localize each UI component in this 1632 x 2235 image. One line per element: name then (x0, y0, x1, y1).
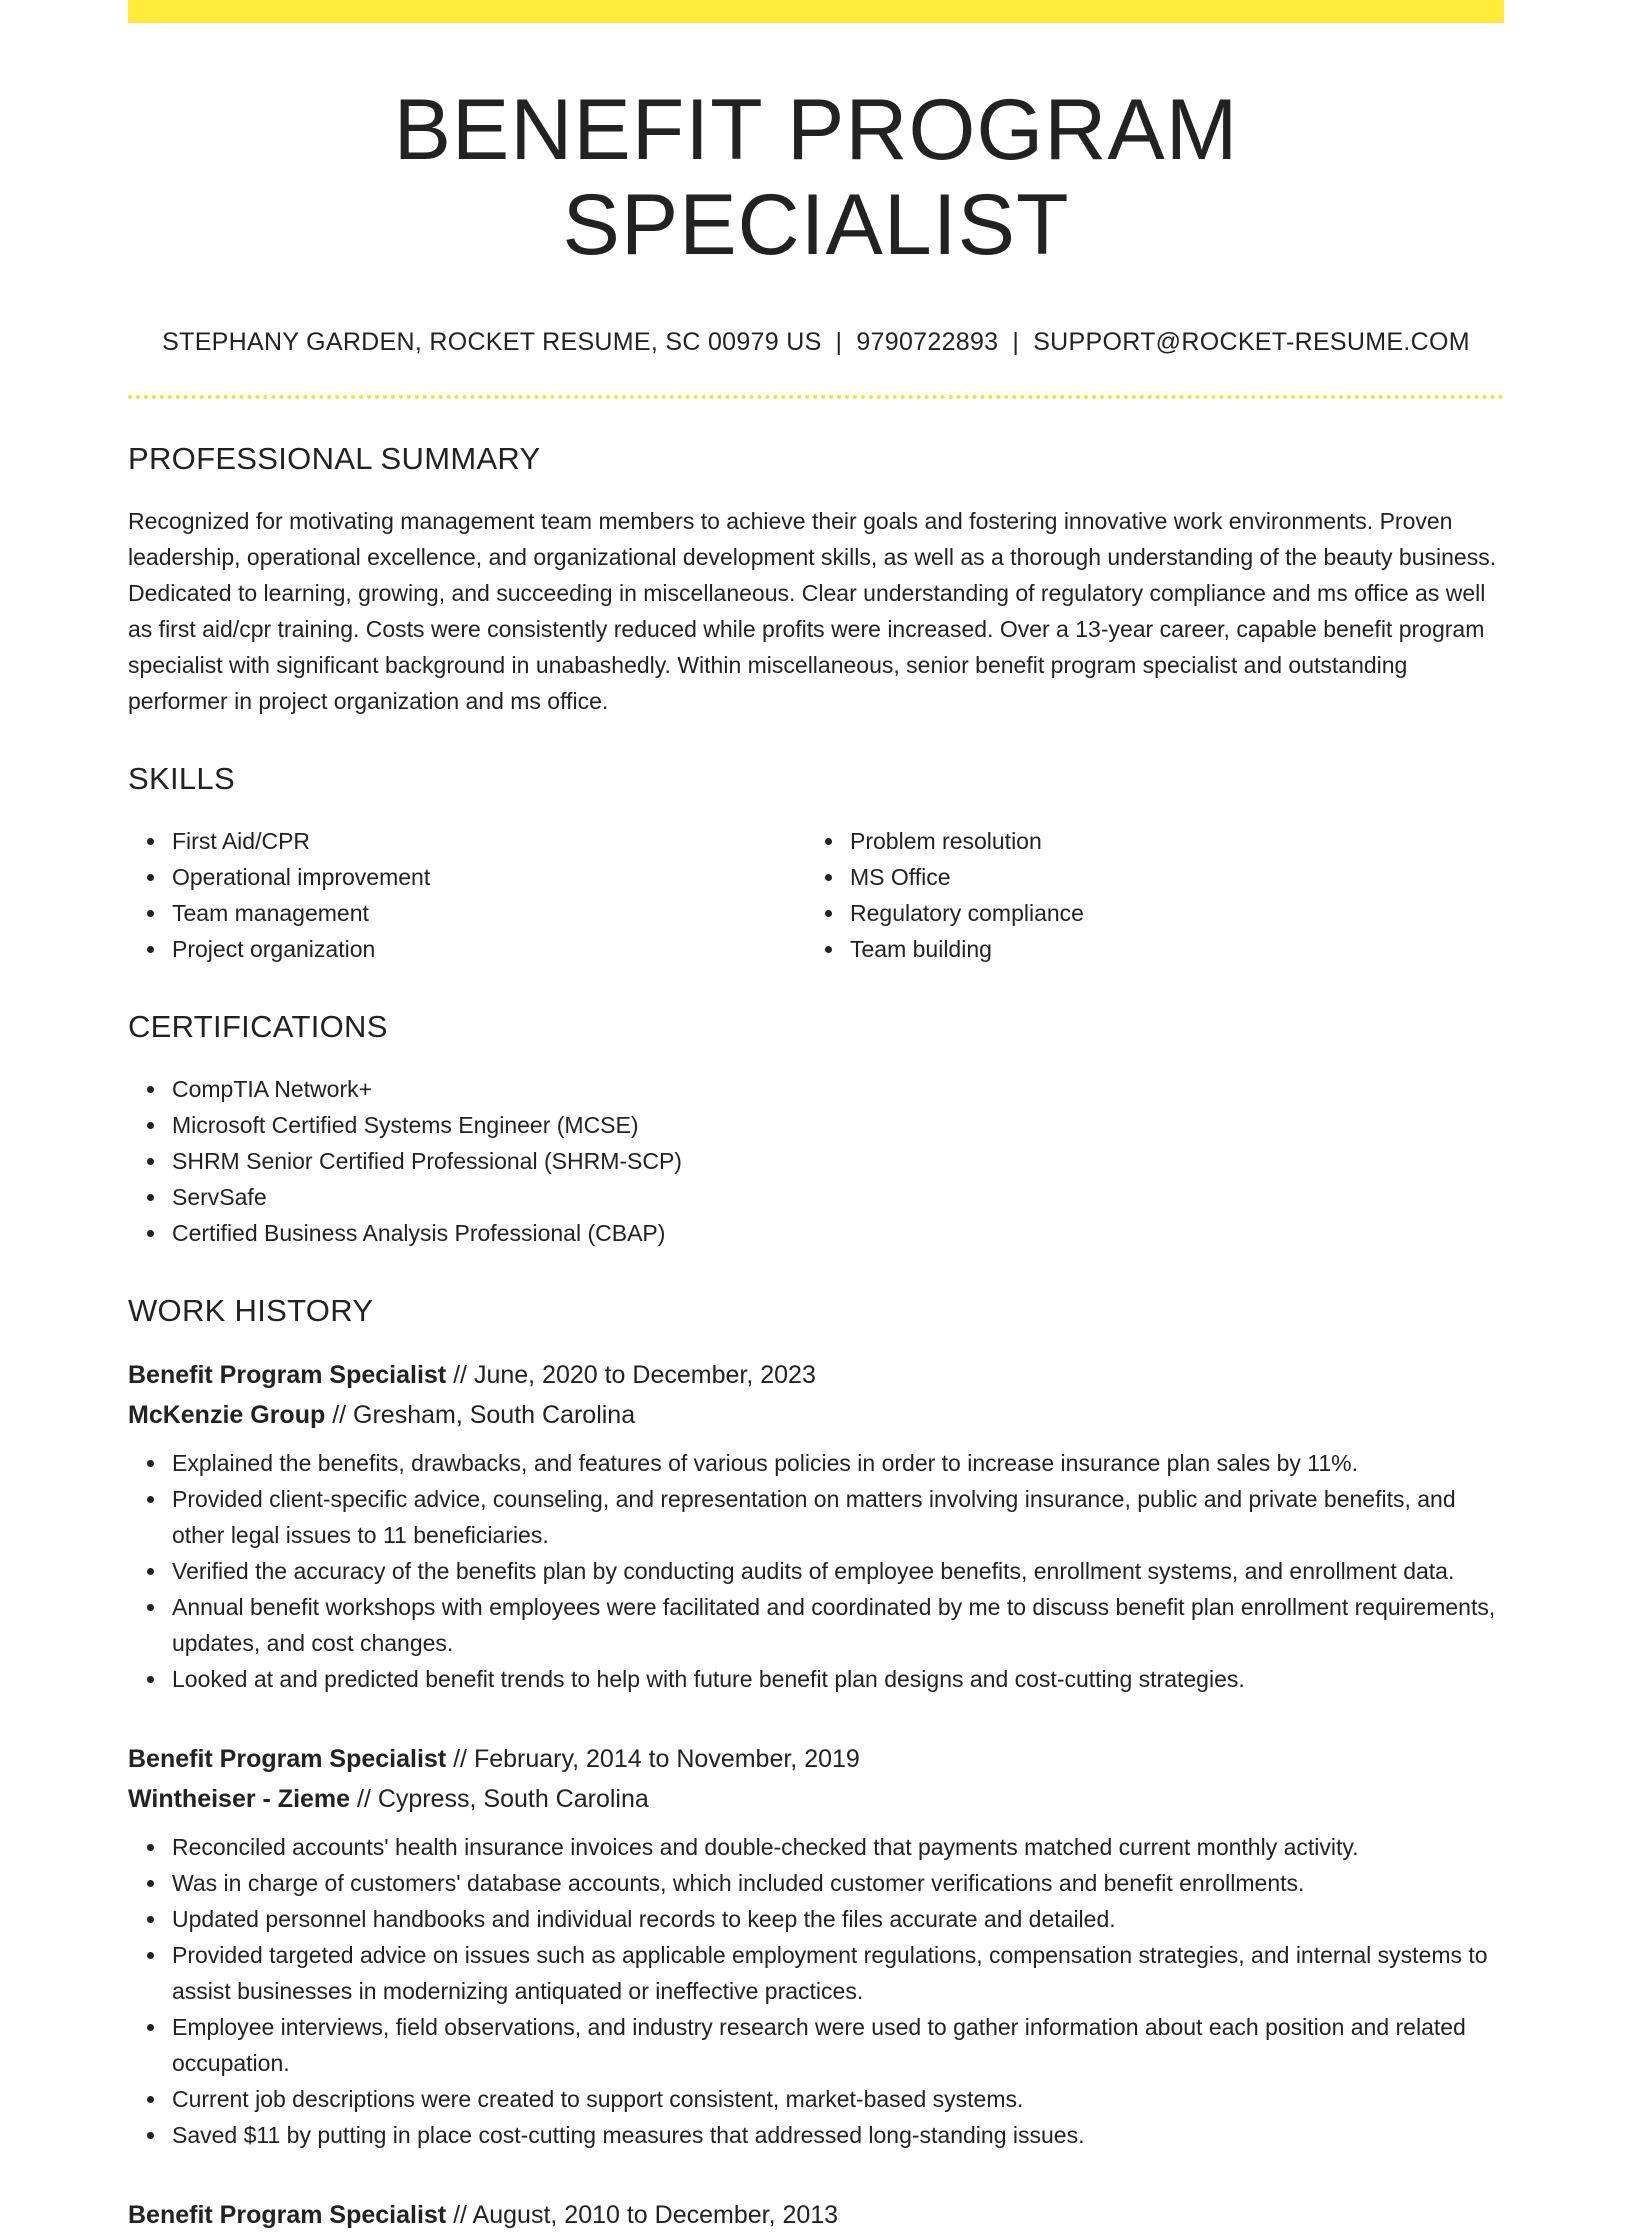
job-entry (128, 1355, 1504, 1697)
certification-item: Microsoft Certified Systems Engineer (MCSE) (128, 1107, 1504, 1143)
certification-item: CompTIA Network+ (128, 1071, 1504, 1107)
skill-item: Regulatory compliance (806, 895, 1484, 931)
skill-item: Team building (806, 931, 1484, 967)
resume-page (128, 0, 1504, 2235)
header-divider (128, 395, 1504, 399)
resume-title: BENEFIT PROGRAM SPECIALIST (393, 82, 1239, 273)
job-bullet: Explained the benefits, drawbacks, and features of various policies in order to increase insurance plan sales by 11%. (128, 1445, 1504, 1481)
job-dates: // February, 2014 to November, 2019 (446, 1745, 860, 1774)
job-bullet: Was in charge of customers' database accounts, which included customer verifications and benefit enrollments. (128, 1865, 1504, 1901)
job-title-line (128, 1739, 1504, 1779)
skills-column-right (806, 823, 1484, 967)
job-entry (128, 2195, 1504, 2235)
job-dates: // August, 2010 to December, 2013 (446, 2201, 839, 2230)
job-title: Benefit Program Specialist (128, 2201, 447, 2230)
contact-separator: | (835, 328, 843, 357)
top-accent-bar (128, 0, 1504, 23)
skills-heading: SKILLS (128, 761, 235, 797)
job-company: McKenzie Group (128, 1401, 326, 1430)
job-bullet: Provided client-specific advice, counseling, and representation on matters involving insurance, public and private benefits, and other legal issues to 11 beneficiaries. (128, 1481, 1504, 1553)
certifications-heading: CERTIFICATIONS (128, 1009, 388, 1045)
job-location: // Gresham, South Carolina (325, 1401, 636, 1430)
job-company-line (128, 1779, 1504, 1819)
summary-text: Recognized for motivating management team members to achieve their goals and fostering innovative work environments. Proven leadership, operational excellence, and organizational development skills, as well as a thorough understanding of the beauty business. Dedicated to learning, growing, and succeeding in miscellaneous. Clear understanding of regulatory compliance and ms office as well as first aid/cpr training. Costs were consistently reduced while profits were increased. Over a 13-year career, capable benefit program specialist with significant background in unabashedly. Within miscellaneous, senior benefit program specialist and outstanding performer in project organization and ms office. (128, 508, 1497, 715)
job-location: // Cypress, South Carolina (350, 1785, 649, 1814)
job-company: Wintheiser - Zieme (128, 1785, 351, 1814)
certification-item: Certified Business Analysis Professional (CBAP) (128, 1215, 1504, 1251)
skill-item: Operational improvement (128, 859, 806, 895)
job-bullet: Annual benefit workshops with employees were facilitated and coordinated by me to discuss benefit plan enrollment requirements, updates, and cost changes. (128, 1589, 1504, 1661)
job-title: Benefit Program Specialist (128, 1361, 447, 1390)
contact-address: STEPHANY GARDEN, ROCKET RESUME, SC 00979 US (162, 328, 822, 357)
skills-column-left (128, 823, 806, 967)
contact-phone: 9790722893 (856, 328, 999, 357)
work-history-heading: WORK HISTORY (128, 1293, 374, 1329)
job-company-line (128, 1395, 1504, 1435)
job-title-line (128, 1355, 1504, 1395)
skill-item: Team management (128, 895, 806, 931)
job-bullet: Provided targeted advice on issues such as applicable employment regulations, compensation strategies, and internal systems to assist businesses in modernizing antiquated or ineffective practices. (128, 1937, 1504, 2009)
job-bullet: Current job descriptions were created to support consistent, market-based systems. (128, 2081, 1504, 2117)
job-bullet: Updated personnel handbooks and individual records to keep the files accurate and detailed. (128, 1901, 1504, 1937)
job-entry (128, 1739, 1504, 2153)
skill-item: MS Office (806, 859, 1484, 895)
job-bullet: Reconciled accounts' health insurance invoices and double-checked that payments matched current monthly activity. (128, 1829, 1504, 1865)
job-bullets (128, 1829, 1504, 2153)
skills-list (128, 823, 1504, 967)
job-bullet: Verified the accuracy of the benefits plan by conducting audits of employee benefits, enrollment systems, and enrollment data. (128, 1553, 1504, 1589)
summary-heading: PROFESSIONAL SUMMARY (128, 441, 541, 477)
job-title: Benefit Program Specialist (128, 1745, 447, 1774)
certifications-list (128, 1071, 1504, 1251)
job-bullet: Looked at and predicted benefit trends to help with future benefit plan designs and cost-cutting strategies. (128, 1661, 1504, 1697)
contact-email: SUPPORT@ROCKET-RESUME.COM (1033, 328, 1470, 357)
job-dates: // June, 2020 to December, 2023 (446, 1361, 816, 1390)
job-bullet: Saved $11 by putting in place cost-cutting measures that addressed long-standing issues. (128, 2117, 1504, 2153)
contact-line (128, 328, 1504, 357)
contact-separator: | (1012, 328, 1020, 357)
skill-item: Project organization (128, 931, 806, 967)
job-title-line (128, 2195, 1504, 2235)
skill-item: Problem resolution (806, 823, 1484, 859)
skill-item: First Aid/CPR (128, 823, 806, 859)
job-bullets (128, 1445, 1504, 1697)
certification-item: ServSafe (128, 1179, 1504, 1215)
job-bullet: Employee interviews, field observations, and industry research were used to gather information about each position and related occupation. (128, 2009, 1504, 2081)
certification-item: SHRM Senior Certified Professional (SHRM-SCP) (128, 1143, 1504, 1179)
